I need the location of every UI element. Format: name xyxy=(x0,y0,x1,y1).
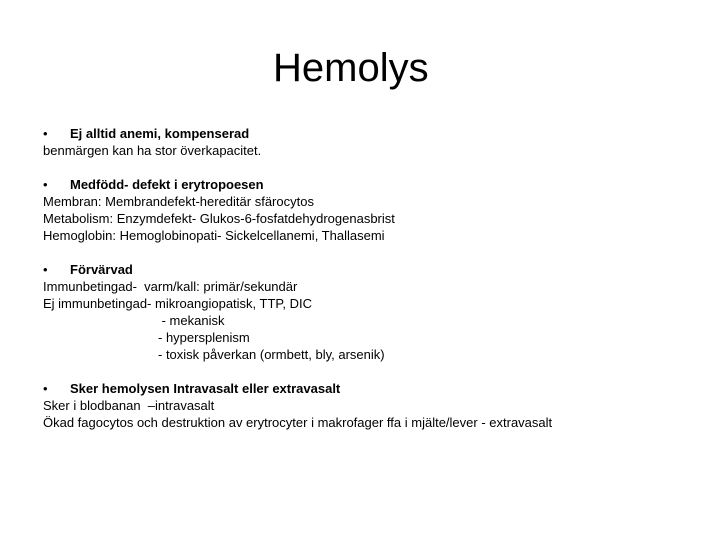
body-line: Sker i blodbanan –intravasalt xyxy=(43,398,215,413)
heading-text: Medfödd- defekt i erytropoesen xyxy=(70,177,264,192)
section-location xyxy=(43,380,703,431)
body-line: Ej immunbetingad- mikroangiopatisk, TTP, DIC xyxy=(43,296,313,311)
slide-title: Hemolys xyxy=(273,46,429,90)
heading-text: Sker hemolysen Intravasalt eller extravasalt xyxy=(70,381,341,396)
section-heading xyxy=(43,380,703,397)
section-heading xyxy=(43,176,703,193)
indented-line: - mekanisk xyxy=(158,313,225,328)
indented-line: - hypersplenism xyxy=(158,330,250,345)
body-line: Ökad fagocytos och destruktion av erytrocyter i makrofager ffa i mjälte/lever - extravasalt xyxy=(43,415,553,430)
bullet: • xyxy=(43,262,48,277)
section-congenital xyxy=(43,176,703,244)
section-heading xyxy=(43,261,703,278)
body-line: Hemoglobin: Hemoglobinopati- Sickelcellanemi, Thallasemi xyxy=(43,228,385,243)
indented-line: - toxisk påverkan (ormbett, bly, arsenik) xyxy=(158,347,385,362)
slide-body xyxy=(43,125,703,448)
heading-text: Förvärvad xyxy=(70,262,133,277)
section-acquired xyxy=(43,261,703,363)
body-line: benmärgen kan ha stor överkapacitet. xyxy=(43,143,262,158)
bullet: • xyxy=(43,177,48,192)
heading-text: Ej alltid anemi, kompenserad xyxy=(70,126,250,141)
body-line: Metabolism: Enzymdefekt- Glukos-6-fosfatdehydrogenasbrist xyxy=(43,211,395,226)
body-line: Immunbetingad- varm/kall: primär/sekundär xyxy=(43,279,298,294)
section-anemia xyxy=(43,125,703,159)
bullet: • xyxy=(43,381,48,396)
bullet: • xyxy=(43,126,48,141)
body-line: Membran: Membrandefekt-hereditär sfärocytos xyxy=(43,194,314,209)
section-heading xyxy=(43,125,703,142)
